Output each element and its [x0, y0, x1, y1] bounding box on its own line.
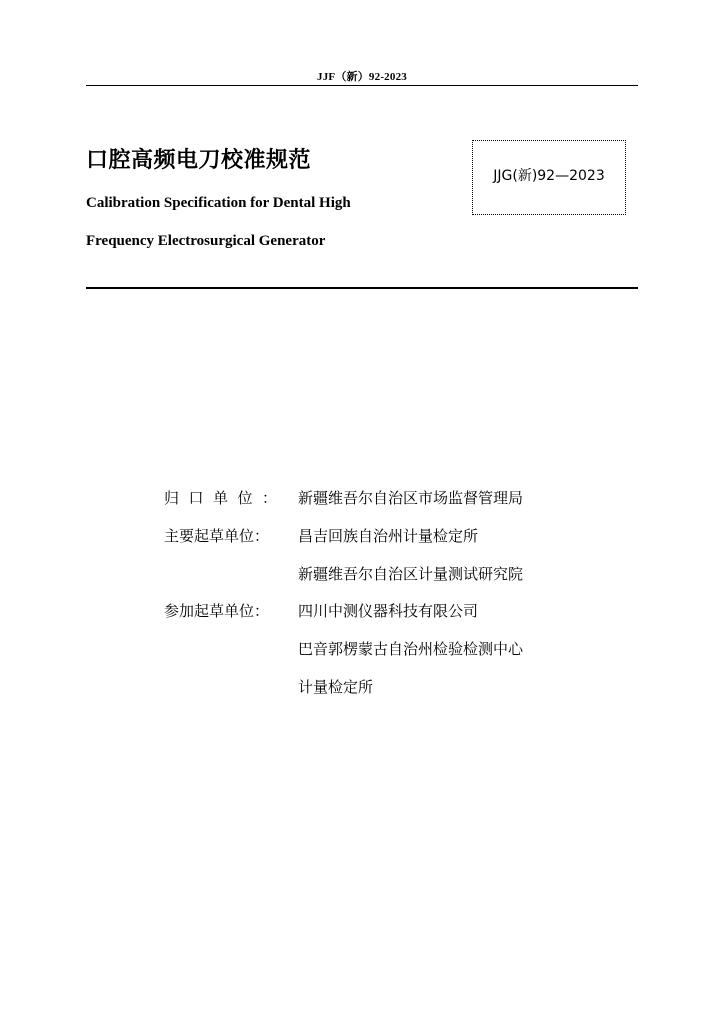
participating-drafting-unit-value: 巴音郭楞蒙古自治州检验检测中心 [298, 640, 524, 658]
participating-drafting-unit-label: 参加起草单位： [164, 602, 270, 620]
document-title-chinese: 口腔高频电刀校准规范 [86, 148, 312, 173]
centralized-unit-label: 归口单位： [164, 489, 287, 507]
standard-code: JJG(新)92—2023 [493, 168, 605, 184]
participating-drafting-unit-value: 四川中测仪器科技有限公司 [298, 602, 479, 620]
document-title-english-line-2: Frequency Electrosurgical Generator [86, 233, 326, 249]
main-drafting-unit-value: 新疆维吾尔自治区计量测试研究院 [298, 565, 524, 583]
centralized-unit-value: 新疆维吾尔自治区市场监督管理局 [298, 489, 524, 507]
main-drafting-unit-value: 昌吉回族自治州计量检定所 [298, 527, 479, 545]
document-title-english-line-1: Calibration Specification for Dental High [86, 195, 351, 211]
title-divider [86, 287, 638, 289]
participating-drafting-unit-value: 计量检定所 [298, 678, 374, 696]
standard-code-box [472, 140, 626, 215]
header-document-code: JJF（新）92-2023 [317, 71, 407, 83]
main-drafting-unit-label: 主要起草单位： [164, 527, 270, 545]
header-divider [86, 85, 638, 86]
